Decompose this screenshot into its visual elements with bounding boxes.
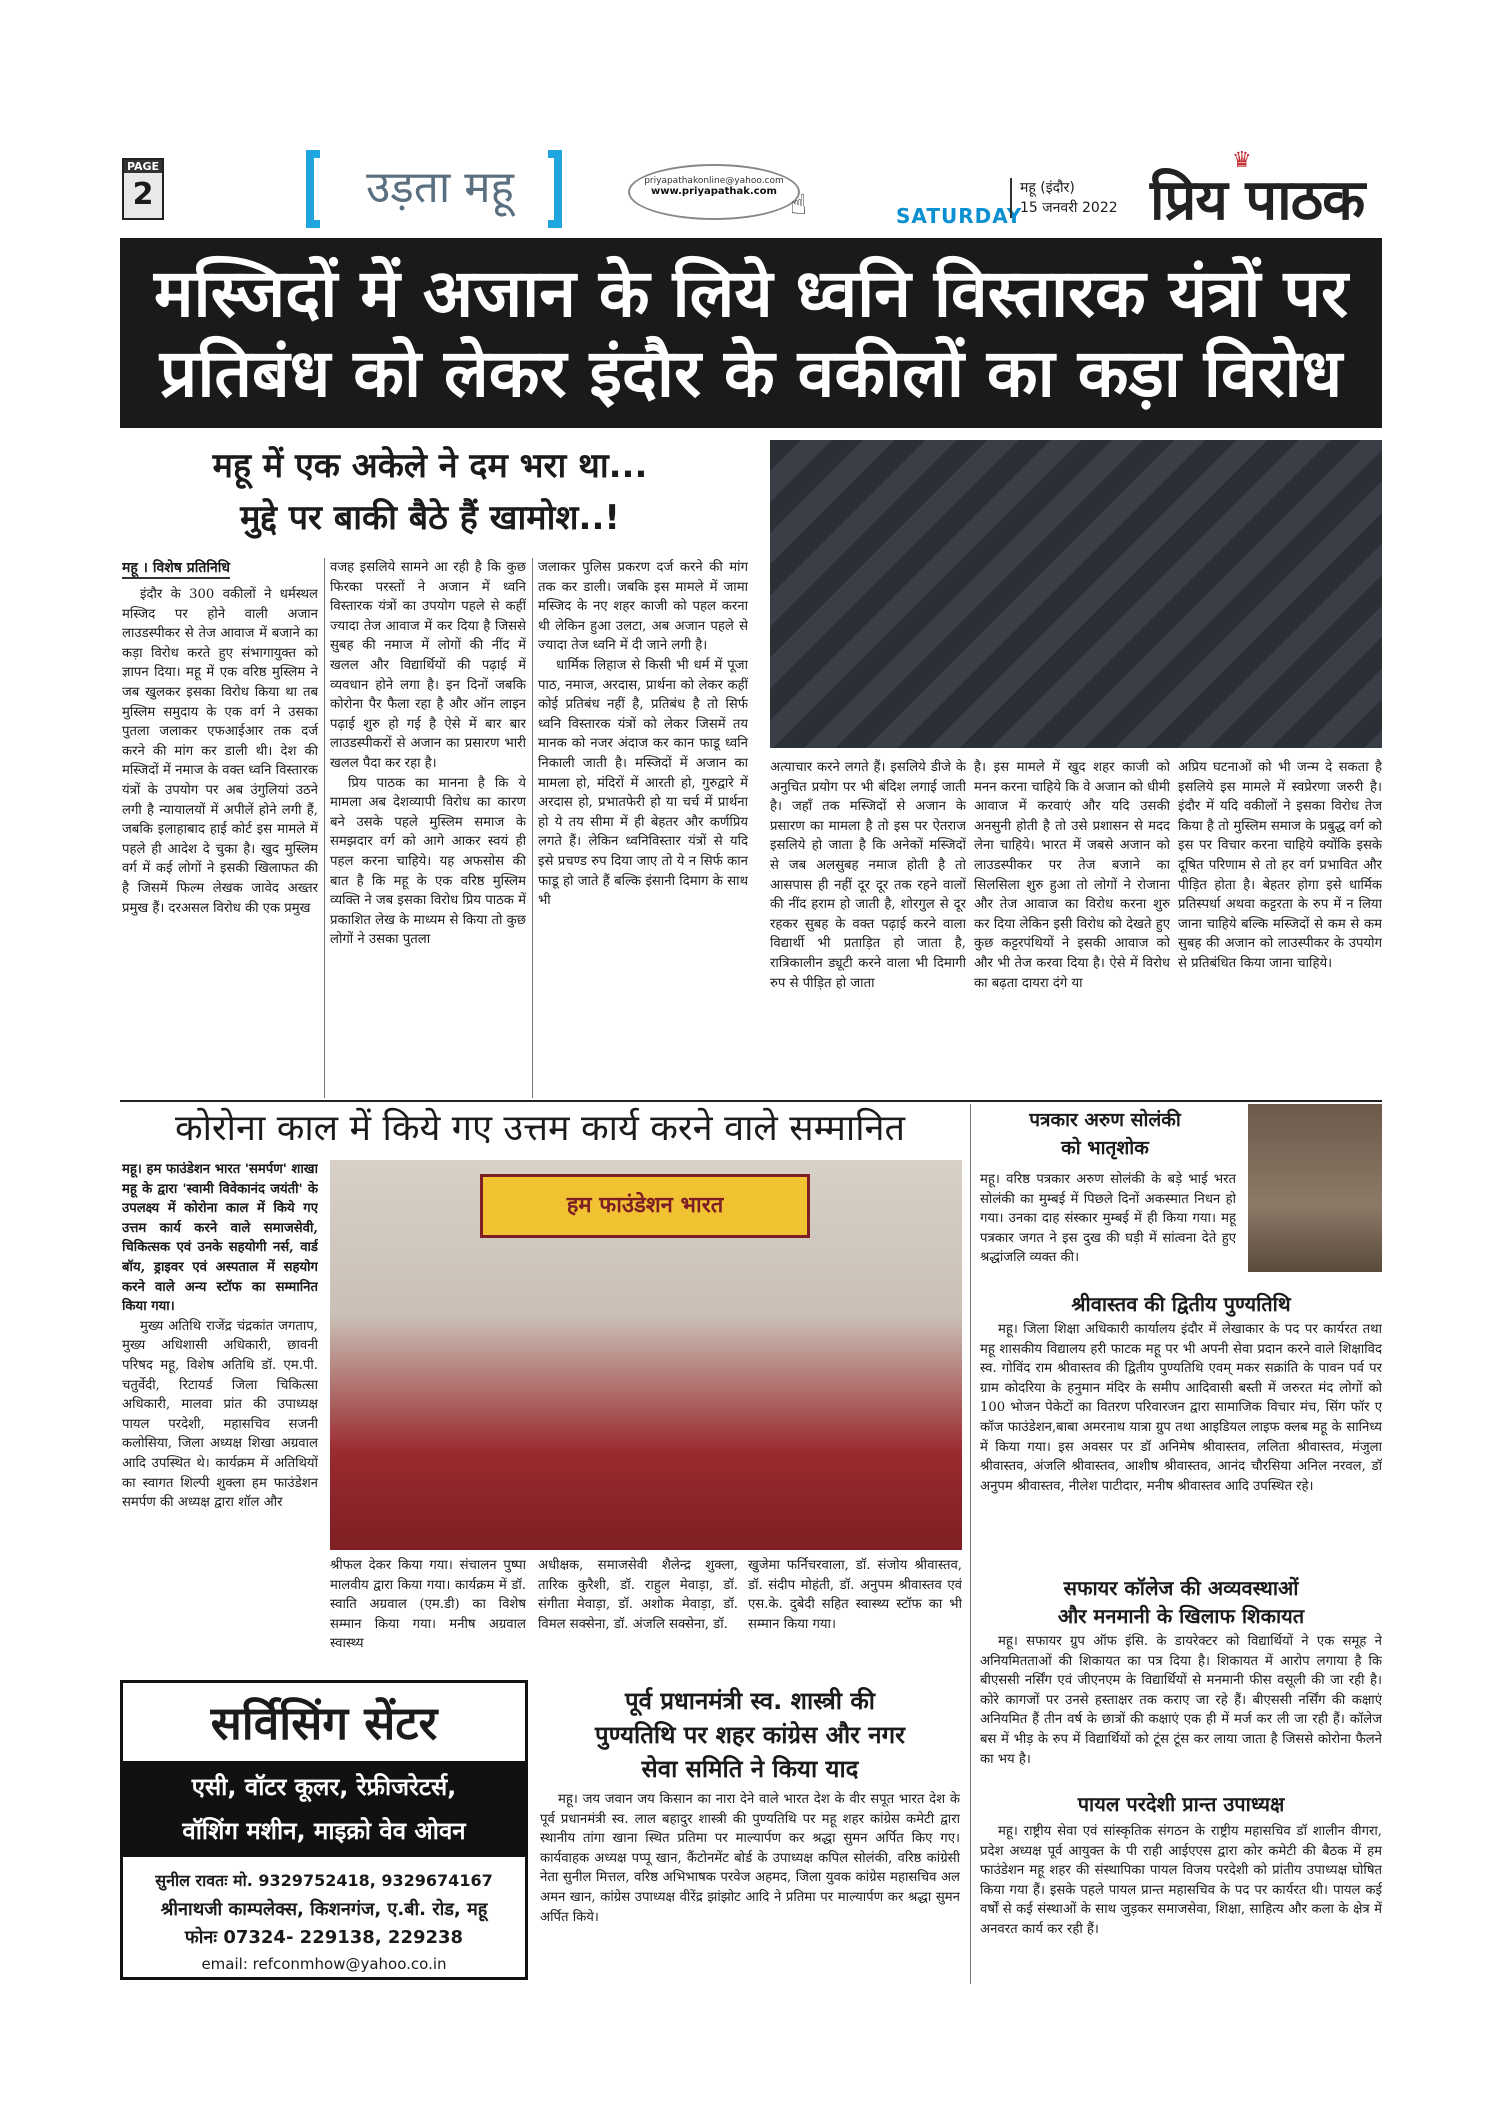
headline-line-1: मस्जिदों में अजान के लिये ध्वनि विस्तारक यंत्रों पर [154,255,1348,332]
ad-services-block [123,1761,525,1857]
corona-column-4 [748,1556,962,1668]
issue-day: SATURDAY [896,204,1023,228]
subhead-line-1: महू में एक अकेले ने दम भरा था... [212,446,648,486]
srivastava-body [980,1320,1382,1570]
corona-col3-text: अधीक्षक, समाजसेवी शैलेन्द्र शुक्ला, तारिक कुरैशी, डॉ. राहुल मेवाड़ा, डॉ. संगीता मेवाड़ा, डॉ. अशोक मेवाड़ा, डॉ. विमल सक्सेना, डॉ. अंजलि सक्सेना, डॉ. [538,1558,738,1632]
corona-intro: महू। हम फाउंडेशन भारत 'समर्पण' शाखा महू के द्वारा 'स्वामी विवेकानंद जयंती' के उपलक्ष्य में कोरोना काल में किये गए उत्तम कार्य करने वाले समाजसेवी, चिकित्सक एवं उनके सहयोगी नर्स, वार्ड बॉय, ड्राइवर एवं अस्पताल में सहयोग करने वाले अन्य स्टॉफ का सम्मानित किया गया। [122,1162,318,1315]
corona-column-3 [538,1556,738,1668]
lead-col6-text: अप्रिय घटनाओं को भी जन्म दे सकता है इसलिये इस मामले में स्वप्रेरणा जरुरी है। इंदौर में यदि वकीलों ने इसका विरोध तेज किया है तो मुस्लिम समाज के प्रबुद्ध वर्ग को इस पर विचार करना चाहिये क्योंकि इसके दूषित परिणाम से तो हर वर्ग प्रभावित और पीड़ित होता है। बेहतर होगा इसे धार्मिक प्रतिस्पर्धा अथवा कट्टरता के रुप में न लिया जाना चाहिये बल्कि मस्जिदों से कम से कम सुबह की अजान को लाउस्पीकर के उपयोग से प्रतिबंधित किया जाना चाहिये। [1178,760,1382,971]
foundation-banner-in-photo: हम फाउंडेशन भारत [480,1174,810,1238]
lamp-icon: ♛ [1232,148,1252,173]
corona-column-2 [330,1556,526,1668]
contact-oval [628,164,800,220]
shastri-headline [540,1684,960,1786]
subhead-line-2: मुद्दे पर बाकी बैठे हैं खामोश..! [240,498,620,538]
lead-col2b-text: प्रिय पाठक का मानना है कि ये मामला अब देशव्यापी विरोध का कारण बने उसके पहले मुस्लिम समाज के समझदार वर्ग को आगे आकर स्वयं ही पहल करना चाहिये। यह अफसोस की बात है कि महू के एक वरिष्ठ मुस्लिम व्यक्ति ने जब इसका विरोध प्रिय पाठक में प्रकाशित लेख के माध्यम से किया तो कुछ लोगों ने उसका पुतला [330,775,526,948]
obituary-portrait-photo [1248,1104,1382,1272]
lead-byline: महू । विशेष प्रतिनिधि [122,558,230,579]
obituary-head-line-1: पत्रकार अरुण सोलंकी [1029,1109,1181,1131]
lead-column-2 [330,558,526,1098]
obituary-text: महू। वरिष्ठ पत्रकार अरुण सोलंकी के बड़े भाई भरत सोलंकी का मुम्बई में पिछले दिनों अकस्मात निधन हो गया। उनका दाह संस्कार मुम्बई में ही किया गया। महू पत्रकार जगत ने इस दुख की घड़ी में सांत्वना देते हुए श्रद्धांजलि व्यक्त की। [980,1172,1236,1266]
page-label: PAGE [124,160,162,173]
lead-col4-text: अत्याचार करने लगते हैं। इसलिये डीजे के अनुचित प्रयोग पर भी बंदिश लगाई जाती है। जहाँ तक मस्जिदों से अजान के प्रसारण का मामला है तो इस पर ऐतराज इसलिये हो जाता है कि अनेकों मस्जिदों से जब अलसुबह नमाज होती है तो आसपास ही नहीं दूर दूर तक रहने वालों की नींद हराम हो जाती है, शोरगुल से दूर रहकर सुबह के वक्त पढ़ाई करने वाला विद्यार्थी भी प्रताड़ित हो जाता है, रात्रिकालीन ड्यूटी करने वाला भी दिमागी रुप से पीड़ित हो जाता [770,760,966,991]
corona-column-1 [122,1160,318,1660]
shastri-head-line-1: पूर्व प्रधानमंत्री स्व. शास्त्री की [625,1687,875,1715]
shastri-body [540,1790,960,1986]
safar-head-line-2: और मनमानी के खिलाफ शिकायत [1057,1604,1305,1628]
shastri-text: महू। जय जवान जय किसान का नारा देने वाले भारत देश के वीर सपूत भारत देश के पूर्व प्रधानमंत्री स्व. लाल बहादुर शास्त्री की पुण्यतिथि पर महू शहर कांग्रेस कमेटी द्वारा स्थानीय तांगा खाना स्थित प्रतिमा पर माल्यार्पण कर श्रद्धा सुमन अर्पित किए गए। कार्यवाहक अध्यक्ष पप्पू खान, कैंटोनमेंट बोर्ड के उपाध्यक्ष कपिल सोलंकी, वरिष्ठ कांग्रेसी नेता सुनील मित्तल, वरिष्ठ अभिभाषक परवेज अहमद, जिला युवक कांग्रेस महासचिव अल अमन खान, कांग्रेस उपाध्यक्ष वीरेंद्र झांझोट आदि ने प्रतिमा पर माल्यार्पण कर श्रद्धा सुमन अर्पित किये। [540,1792,960,1925]
award-ceremony-photo [330,1160,962,1550]
ad-service-line-1: एसी, वॉटर कूलर, रेफ्रीजरेटर्स, [191,1773,457,1801]
lead-column-1 [122,558,318,1098]
section-divider [120,1100,1382,1102]
lead-col3b-text: धार्मिक लिहाज से किसी भी धर्म में पूजा पाठ, नमाज, अरदास, प्रार्थना को लेकर कहीं कोई प्रतिबंध नहीं है, प्रतिबंध है तो सिर्फ ध्वनि विस्तारक यंत्रों को लेकर जिसमें तय मानक को नजर अंदाज कर कान फाडू ध्वनि निकाली जाती है। मस्जिदों में अजान का मामला हो, मंदिरों में आरती हो, गुरुद्वारे में अरदास हो, प्रभातफेरी हो या चर्च में प्रार्थना हो ये तय सीमा में ही बेहतर और कर्णप्रिय लगते हैं। लेकिन ध्वनिविस्तार यंत्रों से यदि इसे प्रचण्ड रुप दिया जाए तो ये न सिर्फ कान फाडू हो जाते हैं बल्कि इंसानी दिमाग के साथ भी [538,657,748,909]
page-number: 2 [132,177,154,212]
servicing-center-ad [120,1680,528,1980]
column-divider [970,1104,971,1984]
ad-email[interactable]: email: refconmhow@yahoo.co.in [201,1955,447,1973]
right-bracket-decoration [548,150,562,228]
payal-text: महू। राष्ट्रीय सेवा एवं सांस्कृतिक संगठन के राष्ट्रीय महासचिव डॉ शालीन वीगरा, प्रदेश अध्यक्ष पूर्व आयुक्त के पी राही आईएएस द्वारा कोर कमेटी की बैठक में हम फाउंडेशन महू शहर की संस्थापिका पायल विजय परदेशी को प्रांतीय उपाध्यक्ष घोषित किया गया हैं। इसके पहले पायल प्रान्त महासचिव के पद पर कार्यरत थी। पायल कई वर्षों से कई संस्थाओं के साथ जुड़कर समाजसेवा, शिक्षा, साहित्य और कला के क्षेत्र में अनवरत कार्य कर रही हैं। [980,1824,1382,1937]
safar-headline [980,1574,1382,1630]
column-divider [532,558,533,1098]
lead-col3a-text: जलाकर पुलिस प्रकरण दर्ज करने की मांग तक कर डाली। जबकि इस मामले में जामा मस्जिद के नए शहर काजी को पहल करना थी लेकिन हुआ उलटा, अब अजान पहले से ज्यादा तेज ध्वनि में दी जाने लगी है। [538,560,748,654]
srivastava-headline: श्रीवास्तव की द्वितीय पुण्यतिथि [1071,1292,1291,1316]
headline-line-2: प्रतिबंध को लेकर इंदौर के वकीलों का कड़ा विरोध [159,335,1343,412]
ad-address: श्रीनाथजी काम्पलेक्स, किशनगंज, ए.बी. रोड, महू [160,1899,488,1920]
dateline-city: महू (इंदौर) [1020,180,1075,196]
corona-headline: कोरोना काल में किये गए उत्तम कार्य करने वाले सम्मानित [174,1108,906,1149]
lead-column-5 [974,758,1170,1098]
lead-column-3 [538,558,748,1098]
pointing-hand-icon: ☝ [790,188,808,221]
corona-col2-text: श्रीफल देकर किया गया। संचालन पुष्पा मालवीय द्वारा किया गया। कार्यक्रम में डॉ. स्वाति अग्रवाल (एम.डी) का विशेष सम्मान किया गया। मनीष अग्रवाल स्वास्थ्य [330,1558,526,1652]
payal-headline: पायल परदेशी प्रान्त उपाध्यक्ष [1077,1792,1285,1816]
obituary-headline [980,1106,1230,1162]
shastri-head-line-2: पुण्यतिथि पर शहर कांग्रेस और नगर [595,1721,905,1749]
safar-body [980,1632,1382,1786]
ad-service-line-2: वॉशिंग मशीन, माइक्रो वेव ओवन [182,1817,466,1845]
column-divider [324,558,325,1098]
lead-col2a-text: वजह इसलिये सामने आ रही है कि कुछ फिरका परस्तों ने अजान में ध्वनि विस्तारक यंत्रों का उपयोग पहले से कहीं ज्यादा तेज आवाज में कर दिया है जिससे सुबह की नमाज में लोगों की नींद में खलल और विद्यार्थियों की पढ़ाई में व्यवधान होने लगा है। इन दिनों जबकि कोरोना पैर फैला रहा है और ऑन लाइन पढ़ाई शुरु हो गई है ऐसे में बार बार लाउडस्पीकरों से अजान का प्रसारण भारी खलल पैदा कर रहा है। [330,560,526,771]
contact-email[interactable]: priyapathakonline@yahoo.com [644,176,784,186]
main-headline-banner [120,238,1382,428]
newspaper-logo: प्रिय पाठक [1150,168,1365,233]
section-title: उड़ता महू [366,162,514,213]
lead-column-4 [770,758,966,1098]
corona-col4-text: खुजेमा फर्निचरवाला, डॉ. संजोय श्रीवास्तव, डॉ. संदीप मोहंती, डॉ. अनुपम श्रीवास्तव एवं एस.के. दुबेदी सहित स्वास्थ्य स्टॉफ का भी सम्मान किया गया। [748,1558,962,1632]
dateline-date: 15 जनवरी 2022 [1020,200,1118,216]
payal-body [980,1822,1382,1982]
shastri-head-line-3: सेवा समिति ने किया याद [641,1755,859,1783]
contact-website[interactable]: www.priyapathak.com [651,186,777,197]
obituary-head-line-2: को भातृशोक [1061,1137,1149,1159]
lead-column-6 [1178,758,1382,1098]
safar-text: महू। सफायर ग्रुप ऑफ इंसि. के डायरेक्टर को विद्यार्थियों ने एक समूह ने अनियमितताओं की शिकायत का पत्र दिया है। शिकायत में आरोप लगाया है कि बीएससी नर्सिंग एवं जीएनएम के विद्यार्थियों से मनमानी फीस वसूली की जा रही है। कोरे कागजों पर उनसे हस्ताक्षर तक कराए जा रहे हैं। बीएससी नर्सिंग की कक्षाएं अनियमित हैं तीन वर्ष के छात्रों की कक्षाएं एक ही में मर्ज कर ली जा रही हैं। कॉलेज बस में भीड़ के रुप में विद्यार्थियों को टूंस टूंस कर लाया जाता है जिससे कोरोना फैलने का भय है। [980,1634,1382,1767]
safar-head-line-1: सफायर कॉलेज की अव्यवस्थाओं [1063,1576,1299,1600]
lead-subheadline [130,440,730,544]
ad-title: सर्विसिंग सेंटर [210,1696,438,1750]
lawyers-protest-photo [770,440,1382,748]
ad-phone: फोनः 07324- 229138, 229238 [184,1927,464,1948]
ad-contact: सुनील रावतः मो. 9329752418, 9329674167 [155,1871,493,1890]
obituary-body [980,1170,1236,1280]
srivastava-text: महू। जिला शिक्षा अधिकारी कार्यालय इंदौर में लेखाकार के पद पर कार्यरत तथा महू शासकीय विद्यालय हरी फाटक महू पर भी अपनी सेवा प्रदान करने वाले शिक्षाविद स्व. गोविंद राम श्रीवास्तव की द्वितीय पुण्यतिथि एवम् मकर सक्रांति के पावन पर्व पर ग्राम कोदरिया के हनुमान मंदिर के समीप आदिवासी बस्ती में जरुरत मंद लोगों को 100 भोजन पेकेटों का वितरण परिवारजन द्वारा सामाजिक विचार मंच, सिंग फॉर ए कॉज फाउंडेशन,बाबा अमरनाथ यात्रा ग्रुप तथा आइडियल लाइफ क्लब महू के सानिध्य में किया गया। इस अवसर पर डॉ अनिमेष श्रीवास्तव, ललिता श्रीवास्तव, मंजुला श्रीवास्तव, अंजलि श्रीवास्तव, आशीष श्रीवास्तव, आनंद चौरसिया अनिल नरवल, डॉ अनुपम श्रीवास्तव, नीलेश पाटीदार, मनीष श्रीवास्तव आदि उपस्थित रहे। [980,1322,1382,1494]
page-number-badge [122,158,164,220]
lead-col1-text: इंदौर के 300 वकीलों ने धर्मस्थल मस्जिद पर होने वाली अजान लाउडस्पीकर से तेज आवाज में बजाने का कड़ा विरोध करते हुए संभागायुक्त को ज्ञापन दिया। महू में एक वरिष्ठ मुस्लिम ने जब खुलकर इसका विरोध किया था तब मुस्लिम समुदाय के एक वर्ग ने उसका पुतला जलाकर एफआईआर तक दर्ज करने की मांग कर डाली थी। देश की मस्जिदों में नमाज के वक्त ध्वनि विस्तारक यंत्रों के उपयोग पर अब उंगुलियां उठने लगी है न्यायालयों में अपीलें होने लगी हैं, जबकि इलाहाबाद हाई कोर्ट इस मामले में पहले ही आदेश दे चुका है। खुद मुस्लिम वर्ग में कई लोगों ने इसकी खिलाफत की है जिसमें फिल्म लेखक जावेद अख्तर प्रमुख हैं। दरअसल विरोध की एक प्रमुख [122,587,318,916]
lead-col5-text: है। इस मामले में खुद शहर काजी को मनन करना चाहिये कि वे अजान को धीमी आवाज में करवाएं और यदि उसकी अनसुनी होती है तो उसे प्रशासन से मदद लेना चाहिये। भारत में जबसे अजान को लाउडस्पीकर पर तेज बजाने का सिलसिला शुरु हुआ तो लोगों ने रोजाना और तेज आवाज का विरोध करना शुरु कर दिया लेकिन इसी विरोध को देखते हुए कुछ कट्टरपंथियों ने इसकी आवाज को और भी तेज करवा दिया है। ऐसे में विरोध का बढ़ता दायरा दंगे या [974,760,1170,991]
dateline [1010,178,1118,218]
corona-col1-text: मुख्य अतिथि राजेंद्र चंद्रकांत जगताप, मुख्य अधिशासी अधिकारी, छावनी परिषद महू, विशेष अतिथि डॉ. एम.पी. चतुर्वेदी, रिटायर्ड जिला चिकित्सा अधिकारी, मालवा प्रांत की उपाध्यक्ष पायल परदेशी, महासचिव सजनी कलोसिया, जिला अध्यक्ष शिखा अग्रवाल आदि उपस्थित थे। कार्यक्रम में अतिथियों का स्वागत शिल्पी शुक्ला हम फाउंडेशन समर्पण की अध्यक्ष द्वारा शॉल और [122,1318,318,1511]
